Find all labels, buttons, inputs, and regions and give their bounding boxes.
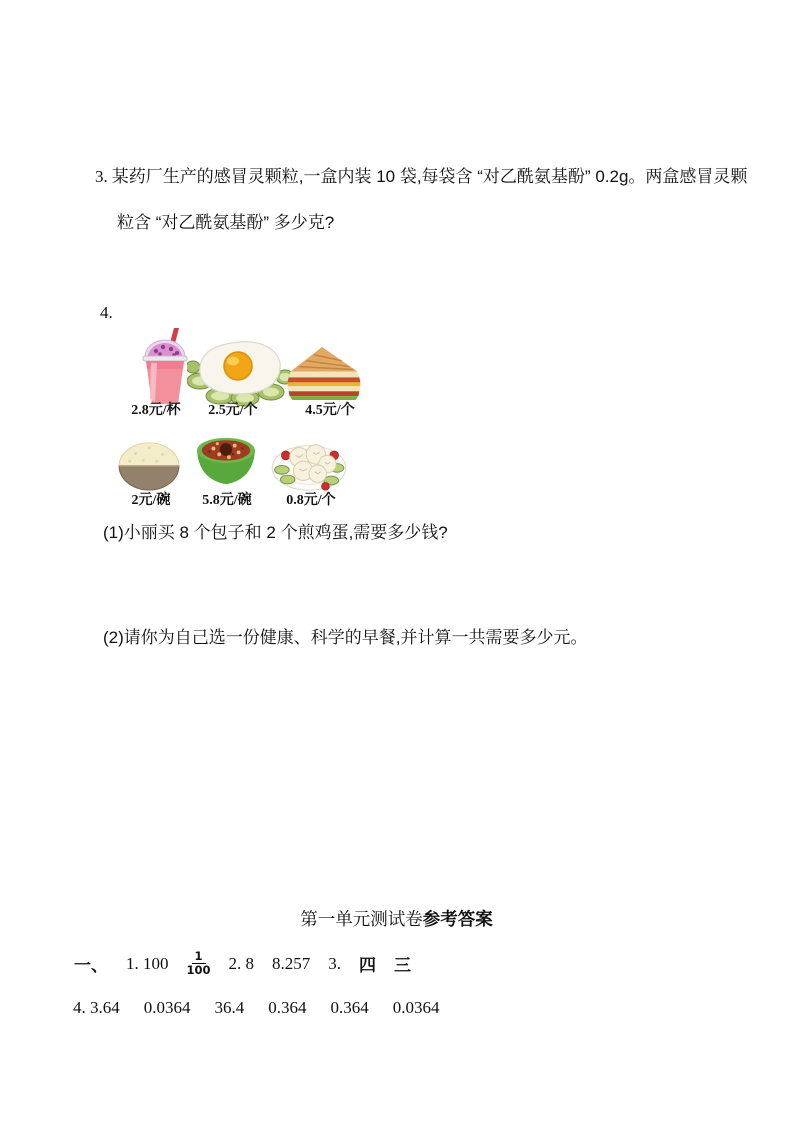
answer-2: 2. 8	[228, 953, 255, 973]
answers-title-bold: 参考答案	[422, 909, 493, 929]
price-label-buns: 0.8元/个	[286, 493, 336, 508]
answers-line-1	[74, 950, 429, 977]
answer-4-value-4: 0.364	[268, 998, 307, 1017]
answers-title-normal: 第一单元测试卷	[300, 909, 423, 929]
question-3-line1	[95, 166, 747, 188]
answer-4-value-5: 0.364	[330, 998, 369, 1017]
sandwich-icon	[284, 345, 364, 402]
steamed-buns-icon	[270, 436, 348, 496]
question-3-number: 3.	[95, 167, 108, 186]
answer-section-1-label: 一、	[74, 956, 108, 976]
fraction-numerator: 1	[192, 950, 206, 964]
answers-title	[0, 906, 793, 931]
price-label-tofu: 5.8元/碗	[202, 493, 252, 508]
steamed-buns-image	[270, 436, 348, 496]
question-3-line2	[117, 212, 334, 234]
fried-egg-icon	[187, 337, 293, 407]
price-label-fried-egg: 2.5元/个	[208, 403, 258, 418]
spicy-tofu-bowl-icon	[195, 433, 257, 491]
answer-1: 1. 100	[126, 953, 169, 973]
answer-3a: 四	[359, 956, 377, 976]
question-4-sub2: (2)请你为自己选一份健康、科学的早餐,并计算一共需要多少元。	[103, 628, 588, 647]
fraction-denominator: 100	[186, 963, 211, 978]
answer-4-value-2: 0.0364	[143, 998, 191, 1017]
rice-bowl-icon	[113, 438, 185, 492]
price-label-rice: 2元/碗	[131, 493, 171, 508]
question-3-text-line1: 某药厂生产的感冒灵颗粒,一盒内装 10 袋,每袋含 “对乙酰氨基酚” 0.2g。两盒感冒灵颗	[111, 167, 748, 186]
question-4-number: 4.	[100, 303, 113, 322]
answer-4-value-1: 4. 3.64	[73, 998, 120, 1017]
question-3-text-line2: 粒含 “对乙酰氨基酚” 多少克?	[117, 213, 335, 232]
question-4-sub1: (1)小丽买 8 个包子和 2 个煎鸡蛋,需要多少钱?	[103, 523, 448, 542]
answer-2b: 8.257	[272, 953, 311, 973]
fried-egg-image	[187, 337, 293, 407]
price-label-sandwich: 4.5元/个	[305, 403, 355, 418]
answers-line-2	[73, 998, 464, 1018]
answer-4-value-3: 36.4	[214, 998, 245, 1017]
spicy-tofu-bowl-image	[195, 433, 257, 491]
answer-3-label: 3.	[328, 953, 342, 973]
answer-1-fraction	[187, 950, 211, 977]
answer-4-value-6: 0.0364	[392, 998, 440, 1017]
price-label-milkshake: 2.8元/杯	[131, 403, 181, 418]
sandwich-image	[284, 345, 364, 402]
rice-bowl-image	[113, 438, 185, 492]
answer-3b: 三	[394, 956, 412, 976]
